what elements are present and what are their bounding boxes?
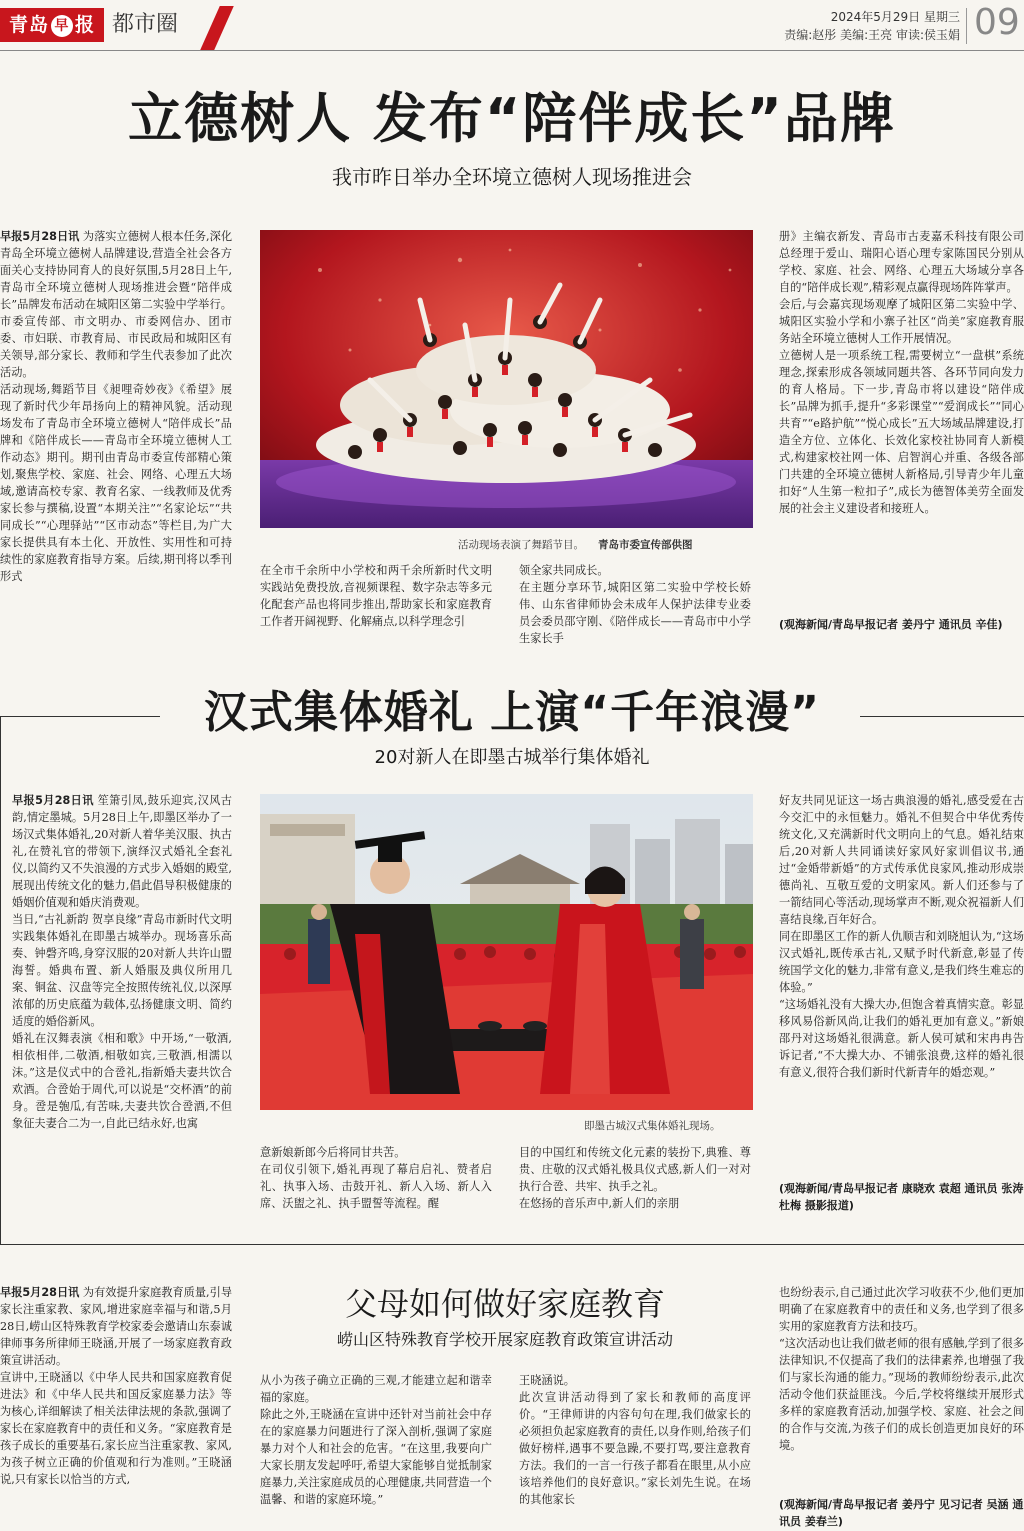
article1-photo-credit: 青岛市委宣传部供图: [598, 539, 693, 551]
article3-column-4: [779, 1284, 1024, 1494]
article2-column-2: [260, 1144, 492, 1216]
article3-subheadline: 崂山区特殊教育学校开展家庭教育政策宣讲活动: [336, 1330, 673, 1349]
article1-column-1-text: 为落实立德树人根本任务,深化青岛全环境立德树人品牌建设,营造全社会各方面关心支持协同育人的良好氛围,5月28日上午,青岛市全环境立德树人现场推进会暨“陪伴成长”品牌发布活动在城阳区第二实验中学举行。市委宣传部、市文明办、市委网信办、团市委、市妇联、市教育局、市民政局和城阳区有关领导,部分家长、教师和学生代表参加了此次活动。 活动现场,舞蹈节目《昶哩奇妙夜》《希望》展现了新时代少年昂扬向上的精神风貌。活动现场发布了青岛市全环境立德树人“陪伴成长”品牌和《陪伴成长——青岛市全环境立德树人工作动态》期刊。期刊由青岛市委宣传部精心策划,聚焦学校、家庭、社会、网络、心理五大场域,邀请高校专家、教育名家、一线教师及优秀家长参与撰稿,设置“本期关注”“名家论坛”“共同成长”“心理驿站”“区市动态”等栏目,为广大家长提供具有本土化、开放性、实用性和可持续性的家庭教育指导方案。后续,期刊将以季刊形式: [0, 230, 232, 583]
article1-column-4-text: 册》主编衣新发、青岛市古麦嘉禾科技有限公司总经理于爱山、瑞阳心语心理专家陈国民分别从学校、家庭、社会、网络、心理五大场域分享各自的“陪伴成长观”,精彩观点赢得现场阵阵掌声。 会后,与会嘉宾现场观摩了城阳区第二实验中学、城阳区实验小学和小寨子社区“尚美”家庭教育服务站全环境立德树人工作开展情况。 立德树人是一项系统工程,需要树立“一盘棋”系统理念,探索形成各领域同题共答、各环节同向发力的育人格局。下一步,青岛市将以建设“陪伴成长”品牌为抓手,提升“多彩课堂”“爱润成长”“同心共育”“e路护航”“悦心成长”五大场域品牌建设,打造全方位、立体化、长效化家校社协同育人新模式,构建家校社网一体、启智润心并重、各级各部门共建的全环境立德树人新格局,引导青少年儿童扣好“人生第一粒扣子”,成长为德智体美劳全面发展的社会主义建设者和接班人。: [779, 230, 1024, 515]
article1-column-2-text: 在全市千余所中小学校和两千余所新时代文明实践站免费投放,音视频课程、数字杂志等多元化配套产品也将同步推出,帮助家长和家庭教育工作者开阔视野、化解痛点,以科学理念引: [260, 564, 492, 628]
article1-subheadline: 我市昨日举办全环境立德树人现场推进会: [332, 165, 692, 189]
article2-column-4-text: 好友共同见证这一场古典浪漫的婚礼,感受爱在古今交汇中的永恒魅力。婚礼不但契合中华优秀传统文化,又充满新时代文明向上的气息。婚礼结束后,20对新人共同诵读好家风好家训倡议书,通过“金婚带新婚”的方式传承优良家风,推动形成崇德尚礼、互敬互爱的文明家风。新人们还参与了一箭结同心等活动,现场掌声不断,观众祝福新人们喜结良缘,百年好合。 同在即墨区工作的新人仇顺吉和刘晓旭认为,“这场汉式婚礼,既传承古礼,又赋予时代新意,彰显了传统国学文化的魅力,非常有意义,是我们终生难忘的体验。” “这场婚礼没有大操大办,但饱含着真情实意。彰显移风易俗新风尚,让我们的婚礼更加有意义。”新娘邵丹对这场婚礼很满意。新人侯可斌和宋冉冉告诉记者,“不大操大办、不铺张浪费,这样的婚礼很有意义,很符合我们新时代新青年的婚恋观。”: [779, 794, 1024, 1079]
section-name: 都市圈: [112, 12, 179, 37]
header-divider: [966, 8, 967, 44]
article1-caption-text: 活动现场表演了舞蹈节目。: [458, 539, 584, 551]
newspaper-logo: 青岛 早 报: [0, 8, 104, 42]
article2-wedding-photo: [260, 794, 753, 1110]
article1-dance-photo: [260, 230, 753, 528]
article1-byline: (观海新闻/青岛早报记者 姜丹宁 通讯员 辛佳): [779, 618, 1003, 631]
article3-column-1: [0, 1284, 232, 1530]
article2-subheadline: 20对新人在即墨古城举行集体婚礼: [374, 747, 650, 768]
article2-column-1-text: 笙箫引凤,鼓乐迎宾,汉风古韵,情定墨城。5月28日上午,即墨区举办了一场汉式集体婚礼,20对新人着华美汉服、执古礼,在赞礼官的带领下,演绎汉式婚礼全套礼仪,以简约又不失浪漫的方式步入婚姻的殿堂,展现出传统文化的魅力,倡此倡导积极健康的婚姻价值观和婚庆消费观。 当日,“古礼新韵 贺享良缘”青岛市新时代文明实践集体婚礼在即墨古城举办。现场喜乐高奏、钟磬齐鸣,身穿汉服的20对新人共许山盟海誓。婚典布置、新人婚服及典仪所用几案、铜盆、汉盘等完全按照传统礼仪,以深厚浓郁的历史底蕴为载体,弘扬健康文明、简约适度的婚俗新风。 婚礼在汉舞表演《相和歌》中开场,“一敬酒,相依相伴,二敬酒,相敬如宾,三敬酒,相濡以沫。”这是仪式中的合卺礼,指新婚夫妻共饮合欢酒。合卺始于周代,可以说是“交杯酒”的前身。卺是匏瓜,有苦味,夫妻共饮合卺酒,不但象征夫妻合二为一,自此已结永好,也寓: [12, 794, 232, 1130]
article2-photo-caption: 即墨古城汉式集体婚礼现场。: [584, 1120, 721, 1132]
article2-column-4: [779, 792, 1024, 1181]
article2-byline: (观海新闻/青岛早报记者 康晓欢 袁超 通讯员 张涛 杜梅 摄影报道): [779, 1182, 1024, 1212]
article2-column-2-text: 意新娘新郎今后将同甘共苦。 在司仪引领下,婚礼再现了幕启启礼、赞者启礼、执事入场、击鼓开礼、新人入场、新人入席、沃盥之礼、执手盟誓等流程。醒: [260, 1146, 492, 1210]
article2-column-1: [12, 792, 232, 1216]
article3-column-2: [260, 1372, 492, 1530]
article1-column-3-text: 领全家共同成长。 在主题分享环节,城阳区第二实验中学校长娇伟、山东省律师协会未成年人保护法律专业委员会委员邵守刚、《陪伴成长——青岛市中小学生家长手: [519, 564, 751, 645]
header-slash-ornament: [200, 6, 234, 50]
article3-byline: (观海新闻/青岛早报记者 姜丹宁 见习记者 吴涵 通讯员 姜春兰): [779, 1498, 1024, 1528]
article2-box-left-rule: [0, 716, 1, 1244]
article1-dateline: 早报5月28日讯: [0, 230, 80, 243]
article2-column-3-text: 目的中国红和传统文化元素的装扮下,典雅、尊贵、庄敬的汉式婚礼极具仪式感,新人们一对对执行合卺、共牢、执手之礼。 在悠扬的音乐声中,新人们的亲朋: [519, 1146, 751, 1210]
article2-column-3: [519, 1144, 751, 1216]
article2-dateline: 早报5月28日讯: [12, 794, 94, 807]
article1-photo-caption: [458, 537, 758, 552]
article3-column-3-text: 王晓涵说。 此次宣讲活动得到了家长和教师的高度评价。“王律师讲的内容句句在理,我们做家长的必须担负起家庭教育的责任,以身作则,给孩子们做好榜样,遇事不要急躁,不要打骂,要注意教育方法。我们的一言一行孩子都看在眼里,从小应该培养他们的良好意识。”家长刘先生说。在场的其他家长: [519, 1374, 751, 1506]
article3-column-3: [519, 1372, 751, 1530]
page-number: 09: [974, 2, 1020, 43]
article3-column-2-text: 从小为孩子确立正确的三观,才能建立起和谐幸福的家庭。 除此之外,王晓涵在宣讲中还针对当前社会中存在的家庭暴力问题进行了深入剖析,强调了家庭暴力对个人和社会的危害。“在这里,我要向广大家长朋友发起呼吁,希望大家能够自觉抵制家庭暴力,关注家庭成员的心理健康,共同营造一个温馨、和谐的家庭环境。”: [260, 1374, 492, 1506]
dance-performance-image: [260, 230, 753, 528]
article1-column-1: [0, 228, 232, 652]
editor-credits: 责编:赵彤 美编:王亮 审读:侯玉娟: [784, 28, 960, 42]
article2-headline: 汉式集体婚礼 上演“千年浪漫”: [203, 687, 821, 738]
issue-date: 2024年5月29日 星期三: [830, 10, 960, 24]
article1-headline: 立德树人 发布“陪伴成长”品牌: [128, 87, 896, 150]
article1-column-3: [519, 562, 751, 652]
article3-column-1-text: 为有效提升家庭教育质量,引导家长注重家教、家风,增进家庭幸福与和谐,5月28日,崂山区特殊教育学校家委会邀请山东泰诚律师事务所律师王晓涵,开展了一场家庭教育政策宣讲活动。 宣讲中,王晓涵以《中华人民共和国家庭教育促进法》和《中华人民共和国反家庭暴力法》等为核心,详细解读了相关法律法规的条款,强调了家长在家庭教育中的责任和义务。“家庭教育是孩子成长的重要基石,家长应当注重家教、家风,为孩子树立正确的价值观和行为准则。”王晓涵说,只有家长以恰当的方式,: [0, 1286, 232, 1486]
article2-box-bottom-rule: [0, 1244, 1024, 1245]
article3-headline: 父母如何做好家庭教育: [344, 1285, 665, 1323]
article1-column-2: [260, 562, 492, 652]
wedding-ceremony-image: [260, 794, 753, 1110]
article3-column-4-text: 也纷纷表示,自己通过此次学习收获不少,他们更加明确了在家庭教育中的责任和义务,也学到了很多实用的家庭教育方法和技巧。 “这次活动也让我们做老师的很有感触,学到了很多法律知识,不仅提高了我们的法律素养,也增强了我们与家长沟通的能力。”现场的教师纷纷表示,此次活动令他们获益匪浅。今后,学校将继续开展形式多样的家庭教育活动,加强学校、家庭、社会之间的合作与交流,为孩子们的成长创造更加良好的环境。: [779, 1286, 1024, 1452]
article1-column-4: [779, 228, 1024, 621]
article3-dateline: 早报5月28日讯: [0, 1286, 80, 1299]
header-rule: [0, 50, 1024, 51]
